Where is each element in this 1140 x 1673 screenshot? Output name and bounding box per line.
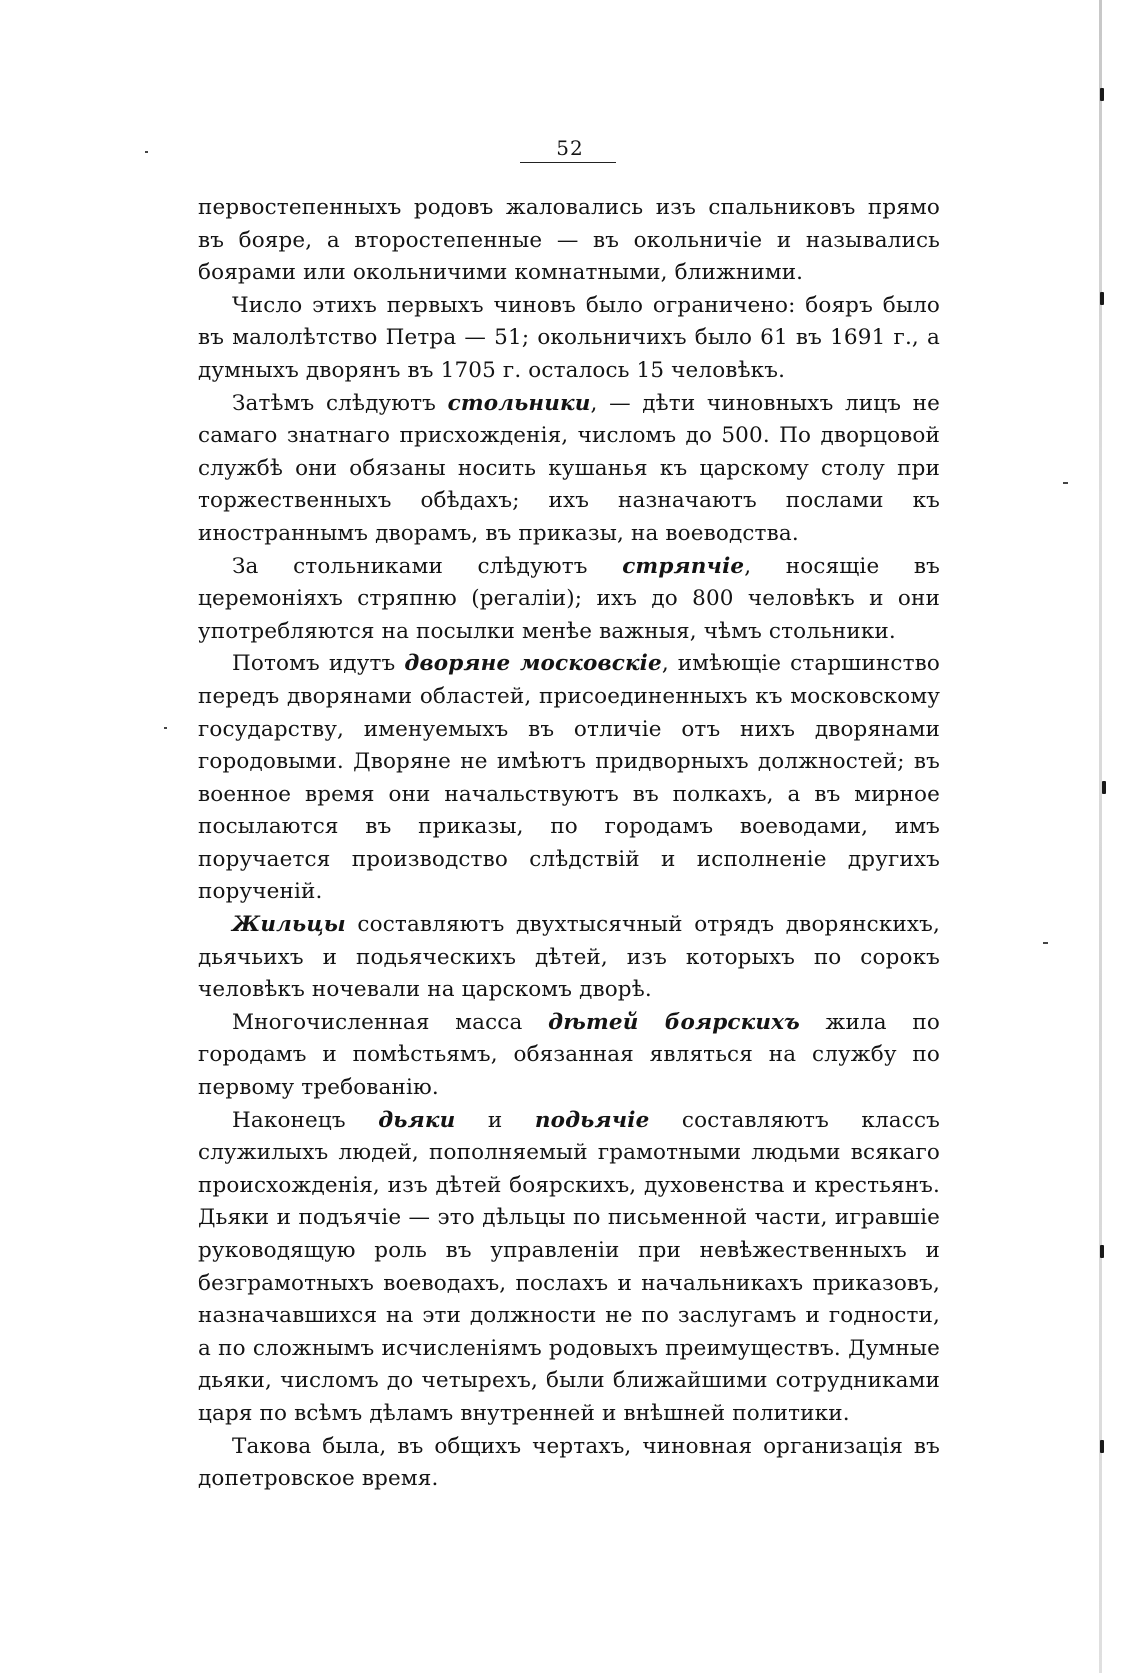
text-run: первостепенныхъ родовъ жаловались изъ спальниковъ прямо въ бояре, а второстепенные — въ окольничіе и назывались боярами или окольничими комнатными, ближними.: [198, 195, 940, 286]
text-run: Потомъ идутъ: [232, 651, 405, 677]
scan-artifact: [1043, 942, 1048, 944]
scan-artifact: [164, 727, 167, 729]
italic-term: стольники: [447, 390, 591, 416]
paragraph: [198, 1007, 940, 1105]
scan-artifact: [1100, 1245, 1104, 1258]
text-run: Такова была, въ общихъ чертахъ, чиновная организація въ допетровское время.: [198, 1433, 940, 1492]
paragraph: [198, 648, 940, 909]
text-run: , носящіе въ церемоніяхъ стряпню (регаліи); ихъ до 800 человѣкъ и они употребляются на посылки менѣе важныя, чѣмъ стольники.: [198, 553, 940, 644]
paragraph: [198, 388, 940, 551]
text-run: Число этихъ первыхъ чиновъ было ограничено: бояръ было въ малолѣтство Петра — 51; окольничихъ было 61 въ 1691 г., а думныхъ дворянъ въ 1705 г. осталось 15 человѣкъ.: [198, 292, 940, 383]
italic-term: дворяне московскіе: [404, 651, 662, 677]
paragraph: [198, 909, 940, 1007]
text-run: Наконецъ: [232, 1107, 379, 1133]
text-run: , — дѣти чиновныхъ лицъ не самаго знатнаго присхожденія, числомъ до 500. По дворцовой службѣ они обязаны носить кушанья къ царскому столу при торжественныхъ обѣдахъ; ихъ назначаютъ послами къ иностраннымъ дворамъ, въ приказы, на воеводства.: [198, 390, 941, 546]
text-run: За стольниками слѣдуютъ: [232, 553, 623, 579]
page-number-rule: [520, 162, 616, 163]
paragraph: [198, 551, 940, 649]
scan-artifact: [1063, 482, 1068, 484]
italic-term: дѣтей боярскихъ: [548, 1009, 800, 1035]
page-number: 52: [556, 136, 584, 160]
text-run: жила по городамъ и помѣстьямъ, обязанная являться на службу по первому требованію.: [198, 1009, 940, 1101]
text-run: Затѣмъ слѣдуютъ: [232, 390, 448, 416]
text-run: составляютъ двухтысячный отрядъ дворянскихъ, дьячьихъ и подьяческихъ дѣтей, изъ которыхъ по сорокъ человѣкъ ночевали на царскомъ дворѣ.: [198, 912, 940, 1003]
italic-term: дьяки: [378, 1107, 456, 1133]
paragraph: [198, 290, 940, 388]
text-run: составляютъ классъ служилыхъ людей, пополняемый грамотными людьми всякаго происхожденія, изъ дѣтей боярскихъ, духовенства и крестьянъ. Дьяки и подъячіе — это дѣльцы по письменной части, игравшіе руководящую роль въ управленіи при невѣжественныхъ и безграмотныхъ воеводахъ, послахъ и начальникахъ приказовъ, назначавшихся на эти должности не по заслугамъ и годности, а по сложнымъ исчисленіямъ родовыхъ преимуществъ. Думные дьяки, числомъ до четырехъ, были ближайшими сотрудниками царя по всѣмъ дѣламъ внутренней и внѣшней политики.: [198, 1107, 940, 1426]
scan-page-edge: [1099, 0, 1102, 1673]
italic-term: подьячіе: [534, 1107, 650, 1133]
scan-artifact: [1100, 292, 1104, 305]
paragraph: [198, 192, 940, 290]
scan-artifact: [145, 151, 148, 153]
paragraph: [198, 1431, 940, 1496]
scan-artifact: [1100, 1440, 1104, 1453]
paragraph: [198, 1105, 940, 1431]
body-text: [198, 192, 940, 1496]
italic-term: стряпчіе: [622, 553, 745, 579]
scan-artifact: [1102, 781, 1106, 794]
text-run: Многочисленная масса: [232, 1009, 549, 1035]
text-run: , имѣющіе старшинство передъ дворянами областей, присоединенныхъ къ московскому государству, именуемыхъ въ отличіе отъ нихъ дворянами городовыми. Дворяне не имѣютъ придворныхъ должностей; въ военное время они начальствуютъ въ полкахъ, а въ мирное посылаются въ приказы, по городамъ воеводами, имъ поручается производство слѣдствій и исполненіе другихъ порученій.: [198, 651, 940, 905]
text-run: и: [455, 1107, 535, 1133]
scan-artifact: [1100, 88, 1104, 101]
italic-term: Жильцы: [232, 912, 346, 938]
